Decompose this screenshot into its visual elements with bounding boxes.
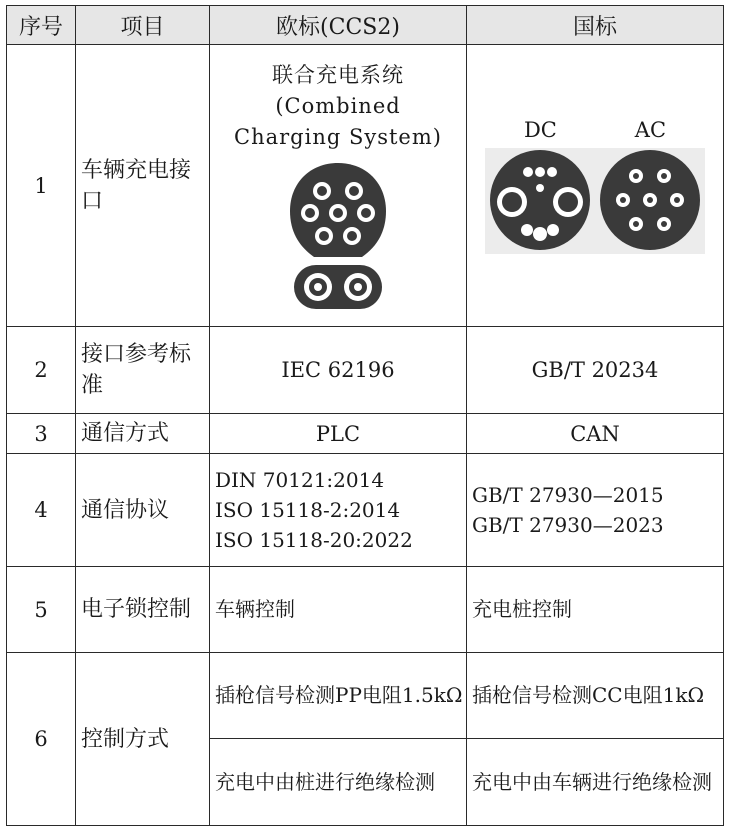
- table-row: [7, 454, 724, 567]
- eu-protocol-line: ISO 15118-20:2022: [215, 528, 413, 552]
- eu-value: 充电中由桩进行绝缘检测: [210, 739, 467, 826]
- gbt-ac-connector-icon: [600, 150, 700, 250]
- gb-labels: [485, 118, 705, 142]
- row-item: 电子锁控制: [76, 567, 210, 653]
- cn-value: GB/T 20234: [467, 327, 724, 414]
- row-item: 通信协议: [76, 454, 210, 567]
- ccs-title-line2: (Combined: [275, 94, 401, 118]
- row-seq: 2: [7, 327, 76, 414]
- row-item: 通信方式: [76, 414, 210, 454]
- row-seq: 6: [7, 653, 76, 826]
- eu-protocol-line: ISO 15118-2:2014: [215, 498, 401, 522]
- header-row: [7, 6, 724, 45]
- ac-label: AC: [634, 117, 667, 142]
- header-item: 项目: [76, 6, 210, 45]
- row-seq: 3: [7, 414, 76, 454]
- dc-label: DC: [523, 117, 557, 142]
- eu-value: IEC 62196: [210, 327, 467, 414]
- ccs-title: [210, 60, 466, 153]
- cn-value: 充电桩控制: [467, 567, 724, 653]
- cn-value: 充电中由车辆进行绝缘检测: [467, 739, 724, 826]
- comparison-table: [6, 5, 724, 826]
- table-row: [7, 414, 724, 454]
- cn-value: 插枪信号检测CC电阻1kΩ: [467, 653, 724, 739]
- ccs-title-line1: 联合充电系统: [272, 63, 404, 87]
- eu-connector-cell: [210, 45, 467, 327]
- eu-value: PLC: [210, 414, 467, 454]
- ccs2-connector-icon: [210, 161, 466, 311]
- row-item: 车辆充电接口: [76, 45, 210, 327]
- cn-protocol-line: GB/T 27930—2015: [472, 483, 664, 507]
- row-seq: 4: [7, 454, 76, 567]
- gbt-dc-connector-icon: [490, 150, 590, 250]
- eu-protocol-line: DIN 70121:2014: [215, 468, 385, 492]
- gbt-connectors: [467, 148, 723, 254]
- header-cn: 国标: [467, 6, 724, 45]
- row-seq: 5: [7, 567, 76, 653]
- header-seq: 序号: [7, 6, 76, 45]
- cn-connector-cell: [467, 45, 724, 327]
- eu-value: [210, 454, 467, 567]
- header-eu: 欧标(CCS2): [210, 6, 467, 45]
- cn-protocol-line: GB/T 27930—2023: [472, 513, 664, 537]
- row-item: 接口参考标准: [76, 327, 210, 414]
- row-item: 控制方式: [76, 653, 210, 826]
- eu-value: 车辆控制: [210, 567, 467, 653]
- cn-value: CAN: [467, 414, 724, 454]
- row-seq: 1: [7, 45, 76, 327]
- ccs-title-line3: Charging System): [234, 125, 442, 149]
- eu-value: 插枪信号检测PP电阻1.5kΩ: [210, 653, 467, 739]
- table-row: [7, 567, 724, 653]
- table-row: [7, 45, 724, 327]
- table-row: [7, 327, 724, 414]
- table-row: [7, 653, 724, 739]
- cn-value: [467, 454, 724, 567]
